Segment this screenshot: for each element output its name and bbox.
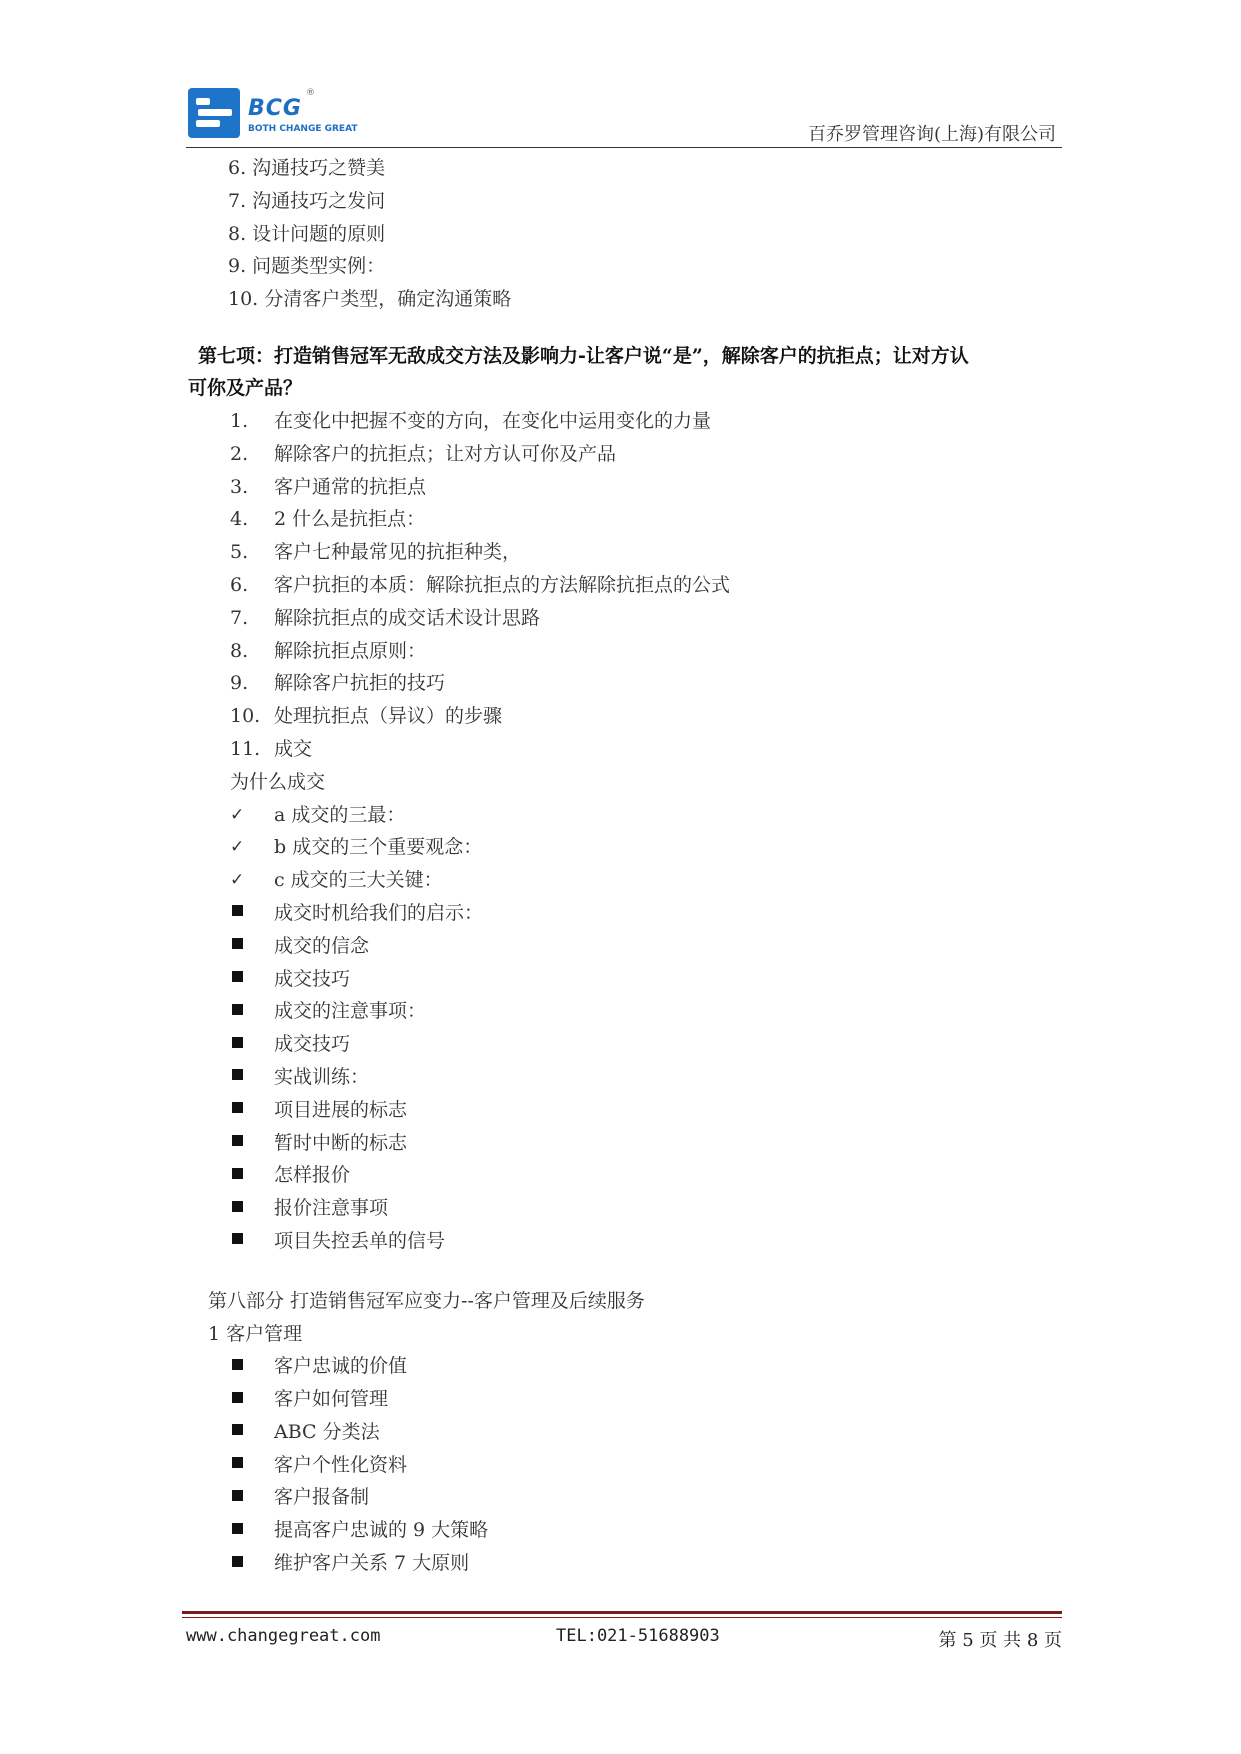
item-text: 在变化中把握不变的方向，在变化中运用变化的力量 bbox=[274, 409, 712, 432]
header-divider bbox=[186, 147, 1062, 148]
footer-divider bbox=[182, 1611, 1062, 1618]
list-item bbox=[188, 569, 1060, 602]
section8-square-list bbox=[188, 1350, 1060, 1580]
check-icon: ✓ bbox=[230, 804, 245, 825]
item-number: 9. bbox=[230, 672, 249, 695]
logo-name: BCG bbox=[248, 96, 302, 121]
list-item bbox=[188, 635, 1060, 668]
list-item bbox=[188, 1192, 1060, 1225]
item-text: 暂时中断的标志 bbox=[274, 1131, 408, 1154]
spacer bbox=[188, 316, 1060, 340]
item-text: 处理抗拒点（异议）的步骤 bbox=[274, 705, 503, 728]
item-text: 客户个性化资料 bbox=[274, 1453, 408, 1476]
spacer bbox=[188, 1258, 1060, 1285]
item-text: 项目失控丢单的信号 bbox=[274, 1229, 446, 1252]
item-text: 成交时机给我们的启示： bbox=[274, 901, 484, 924]
logo-registered-mark: ® bbox=[306, 88, 315, 98]
square-bullet-icon bbox=[230, 995, 274, 1028]
item-text: 客户如何管理 bbox=[274, 1388, 389, 1411]
square-bullet-icon bbox=[230, 1416, 274, 1449]
list-item bbox=[188, 1350, 1060, 1383]
list-item bbox=[188, 963, 1060, 996]
item-number: 5. bbox=[230, 541, 249, 564]
item-text: 怎样报价 bbox=[274, 1164, 351, 1187]
page-footer bbox=[186, 1626, 1062, 1656]
square-bullet-icon bbox=[230, 1159, 274, 1192]
section7-square-list bbox=[188, 897, 1060, 1258]
footer-tel: TEL:021-51688903 bbox=[556, 1626, 720, 1646]
check-icon: ✓ bbox=[230, 870, 245, 891]
list-item: 8. 设计问题的原则 bbox=[228, 222, 386, 245]
square-bullet-icon bbox=[230, 930, 274, 963]
logo-tagline: BOTH CHANGE GREAT bbox=[248, 124, 358, 134]
list-item bbox=[188, 1061, 1060, 1094]
list-item bbox=[188, 995, 1060, 1028]
footer-website: www.changegreat.com bbox=[186, 1626, 381, 1646]
list-item bbox=[188, 1225, 1060, 1258]
document-body bbox=[188, 152, 1060, 1580]
company-name: 百乔罗管理咨询(上海)有限公司 bbox=[807, 124, 1056, 145]
square-bullet-icon bbox=[230, 1383, 274, 1416]
item-text: 维护客户关系 7 大原则 bbox=[274, 1552, 470, 1575]
square-bullet-icon bbox=[230, 1514, 274, 1547]
item-text: 客户七种最常见的抗拒种类， bbox=[274, 541, 522, 564]
item-text: 解除抗拒点原则： bbox=[274, 639, 427, 662]
item-number: 8. bbox=[230, 639, 249, 662]
item-text: 项目进展的标志 bbox=[274, 1098, 408, 1121]
item-text: 成交技巧 bbox=[274, 967, 351, 990]
list-item: 10. 分清客户类型，确定沟通策略 bbox=[228, 288, 512, 311]
footer-page-number: 第 5 页 共 8 页 bbox=[938, 1630, 1062, 1651]
section7-heading-line2: 可你及产品？ bbox=[188, 377, 303, 400]
list-item bbox=[188, 667, 1060, 700]
item-text: 成交 bbox=[274, 737, 313, 760]
square-bullet-icon bbox=[230, 1127, 274, 1160]
item-text: 2 什么是抗拒点： bbox=[274, 508, 426, 531]
item-text: 客户忠诚的价值 bbox=[274, 1355, 408, 1378]
item-number: 4. bbox=[230, 508, 249, 531]
list-item bbox=[188, 1514, 1060, 1547]
list-item bbox=[188, 1547, 1060, 1580]
list-item bbox=[188, 700, 1060, 733]
item-text: a 成交的三最： bbox=[274, 803, 406, 826]
item-text: b 成交的三个重要观念： bbox=[274, 836, 483, 859]
bcg-logo bbox=[188, 86, 368, 142]
list-item bbox=[188, 1127, 1060, 1160]
section8-subtitle: 1 客户管理 bbox=[208, 1322, 303, 1345]
item-text: 客户通常的抗拒点 bbox=[274, 475, 427, 498]
item-text: 解除客户抗拒的技巧 bbox=[274, 672, 446, 695]
section7-heading bbox=[188, 340, 1060, 405]
square-bullet-icon bbox=[230, 1481, 274, 1514]
item-number: 7. bbox=[230, 606, 249, 629]
item-text: 客户报备制 bbox=[274, 1486, 370, 1509]
list-item bbox=[188, 1159, 1060, 1192]
square-bullet-icon bbox=[230, 897, 274, 930]
why-deal-title: 为什么成交 bbox=[230, 770, 326, 793]
square-bullet-icon bbox=[230, 963, 274, 996]
square-bullet-icon bbox=[230, 1061, 274, 1094]
page-header bbox=[188, 86, 1060, 148]
list-item bbox=[188, 405, 1060, 438]
section7-numbered-list bbox=[188, 405, 1060, 766]
section7-check-list bbox=[188, 799, 1060, 897]
list-item bbox=[188, 1481, 1060, 1514]
square-bullet-icon bbox=[230, 1192, 274, 1225]
item-number: 11. bbox=[230, 737, 261, 760]
list-item: 6. 沟通技巧之赞美 bbox=[228, 157, 386, 179]
section7-heading-line1: 第七项：打造销售冠军无敌成交方法及影响力-让客户说“是”，解除客户的抗拒点；让对方认 bbox=[198, 344, 969, 367]
check-icon: ✓ bbox=[230, 837, 245, 858]
list-item bbox=[188, 1028, 1060, 1061]
list-item: 7. 沟通技巧之发问 bbox=[228, 189, 386, 212]
list-item bbox=[188, 536, 1060, 569]
list-item bbox=[188, 799, 1060, 832]
item-text: 解除抗拒点的成交话术设计思路 bbox=[274, 606, 541, 629]
list-item bbox=[188, 1416, 1060, 1449]
square-bullet-icon bbox=[230, 1547, 274, 1580]
square-bullet-icon bbox=[230, 1094, 274, 1127]
list-item: 9. 问题类型实例： bbox=[228, 255, 386, 278]
item-number: 3. bbox=[230, 475, 249, 498]
list-item bbox=[188, 602, 1060, 635]
list-item bbox=[188, 1383, 1060, 1416]
square-bullet-icon bbox=[230, 1028, 274, 1061]
item-text: 实战训练： bbox=[274, 1065, 370, 1088]
item-text: 成交的注意事项： bbox=[274, 1000, 427, 1023]
item-number: 6. bbox=[230, 573, 249, 596]
list-item bbox=[188, 897, 1060, 930]
list-item bbox=[188, 471, 1060, 504]
item-text: 客户抗拒的本质：解除抗拒点的方法解除抗拒点的公式 bbox=[274, 573, 731, 596]
item-text: 成交的信念 bbox=[274, 934, 370, 957]
list-item bbox=[188, 503, 1060, 536]
item-number: 1. bbox=[230, 409, 249, 432]
section6-list bbox=[188, 152, 1060, 316]
item-text: 成交技巧 bbox=[274, 1033, 351, 1056]
list-item bbox=[188, 1449, 1060, 1482]
item-number: 10. bbox=[230, 705, 261, 728]
list-item bbox=[188, 864, 1060, 897]
list-item bbox=[188, 733, 1060, 766]
list-item bbox=[188, 930, 1060, 963]
list-item bbox=[188, 831, 1060, 864]
section8-title: 第八部分 打造销售冠军应变力--客户管理及后续服务 bbox=[208, 1289, 645, 1312]
square-bullet-icon bbox=[230, 1449, 274, 1482]
item-text: 解除客户的抗拒点；让对方认可你及产品 bbox=[274, 442, 617, 465]
item-text: ABC 分类法 bbox=[274, 1420, 380, 1443]
item-text: 报价注意事项 bbox=[274, 1197, 389, 1220]
list-item bbox=[188, 1094, 1060, 1127]
bcg-logo-icon bbox=[188, 88, 240, 138]
item-text: 提高客户忠诚的 9 大策略 bbox=[274, 1519, 489, 1542]
square-bullet-icon bbox=[230, 1225, 274, 1258]
item-number: 2. bbox=[230, 442, 249, 465]
item-text: c 成交的三大关键： bbox=[274, 869, 443, 892]
list-item bbox=[188, 438, 1060, 471]
square-bullet-icon bbox=[230, 1350, 274, 1383]
